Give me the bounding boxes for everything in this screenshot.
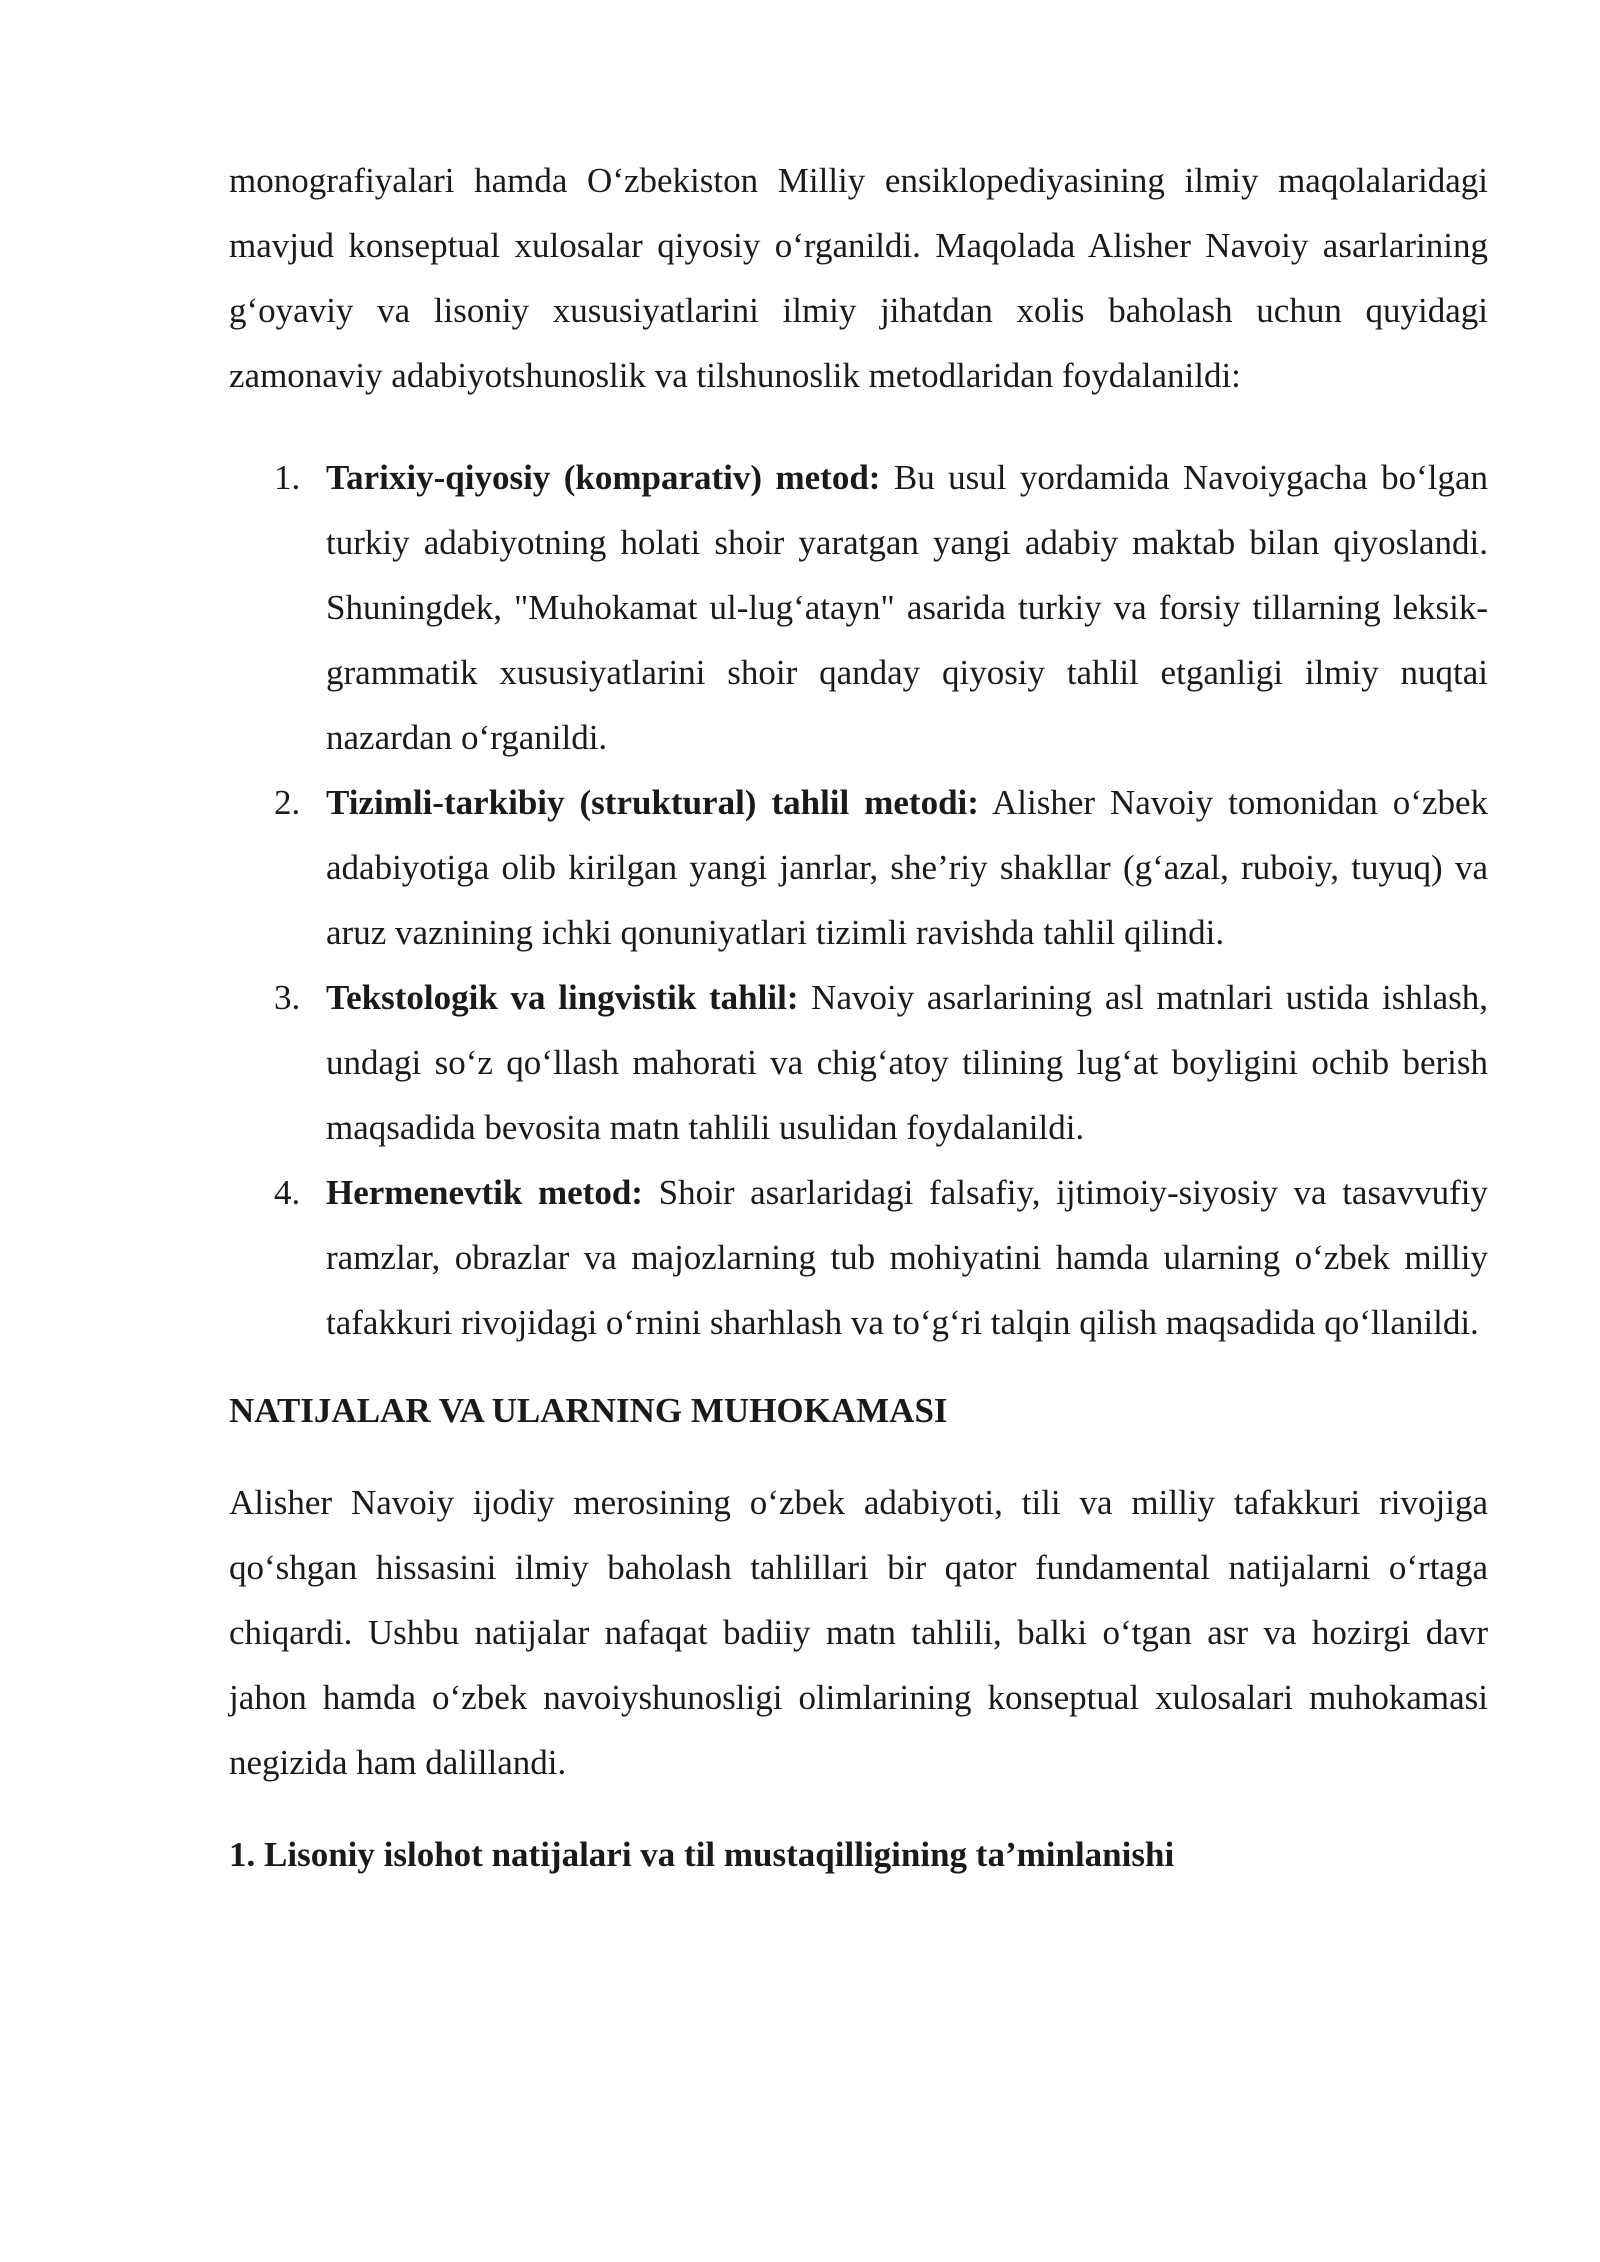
list-item-number: 1. xyxy=(274,458,301,497)
method-description: Bu usul yordamida Navoiygacha bo‘lgan turkiy adabiyotning holati shoir yaratgan yangi adabiy maktab bilan qiyoslandi. Shuningdek, "Muhokamat ul-lug‘atayn" asarida turkiy va forsiy tillarning leksik-grammatik xususiyatlarini shoir qanday qiyosiy tahlil etganligi ilmiy nuqtai nazardan o‘rganildi. xyxy=(326,458,1488,757)
method-description: Alisher Navoiy tomonidan o‘zbek adabiyotiga olib kirilgan yangi janrlar, she’riy shakllar (g‘azal, ruboiy, tuyuq) va aruz vaznining ichki qonuniyatlari tizimli ravishda tahlil qilindi. xyxy=(326,783,1488,952)
document-page xyxy=(229,148,1488,1887)
list-item-number: 3. xyxy=(274,978,301,1017)
list-item xyxy=(274,1160,1489,1355)
list-item xyxy=(274,965,1489,1160)
subsection-heading: 1. Lisoniy islohot natijalari va til mustaqilligining ta’minlanishi xyxy=(229,1835,1175,1874)
results-heading: NATIJALAR VA ULARNING MUHOKAMASI xyxy=(229,1391,948,1430)
intro-paragraph: monografiyalari hamda O‘zbekiston Milliy ensiklopediyasining ilmiy maqolalaridagi mavjud konseptual xulosalar qiyosiy o‘rganildi. Maqolada Alisher Navoiy asarlarining g‘oyaviy va lisoniy xususiyatlarini ilmiy jihatdan xolis baholash uchun quyidagi zamonaviy adabiyotshunoslik va tilshunoslik metodlaridan foydalanildi: xyxy=(229,161,1488,395)
method-term: Tizimli-tarkibiy (struktural) tahlil metodi: xyxy=(326,783,979,822)
results-paragraph: Alisher Navoiy ijodiy merosining o‘zbek adabiyoti, tili va milliy tafakkuri rivojiga qo‘shgan hissasini ilmiy baholash tahlillari bir qator fundamental natijalarni o‘rtaga chiqardi. Ushbu natijalar nafaqat badiiy matn tahlili, balki o‘tgan asr va hozirgi davr jahon hamda o‘zbek navoiyshunosligi olimlarining konseptual xulosalari muhokamasi negizida ham dalillandi. xyxy=(229,1483,1488,1782)
method-description: Shoir asarlaridagi falsafiy, ijtimoiy-siyosiy va tasavvufiy ramzlar, obrazlar va majozlarning tub mohiyatini hamda ularning o‘zbek milliy tafakkuri rivojidagi o‘rnini sharhlash va to‘g‘ri talqin qilish maqsadida qo‘llanildi. xyxy=(326,1173,1489,1342)
method-term: Tarixiy-qiyosiy (komparativ) metod: xyxy=(326,458,881,497)
method-description: Navoiy asarlarining asl matnlari ustida ishlash, undagi so‘z qo‘llash mahorati va chig‘atoy tilining lug‘at boyligini ochib berish maqsadida bevosita matn tahlili usulidan foydalanildi. xyxy=(326,978,1489,1147)
method-term: Tekstologik va lingvistik tahlil: xyxy=(326,978,799,1017)
list-item xyxy=(274,770,1488,965)
methods-list xyxy=(229,445,1488,1355)
method-term: Hermenevtik metod: xyxy=(326,1173,643,1212)
list-item-number: 4. xyxy=(274,1173,301,1212)
list-item xyxy=(274,445,1488,770)
list-item-number: 2. xyxy=(274,783,301,822)
